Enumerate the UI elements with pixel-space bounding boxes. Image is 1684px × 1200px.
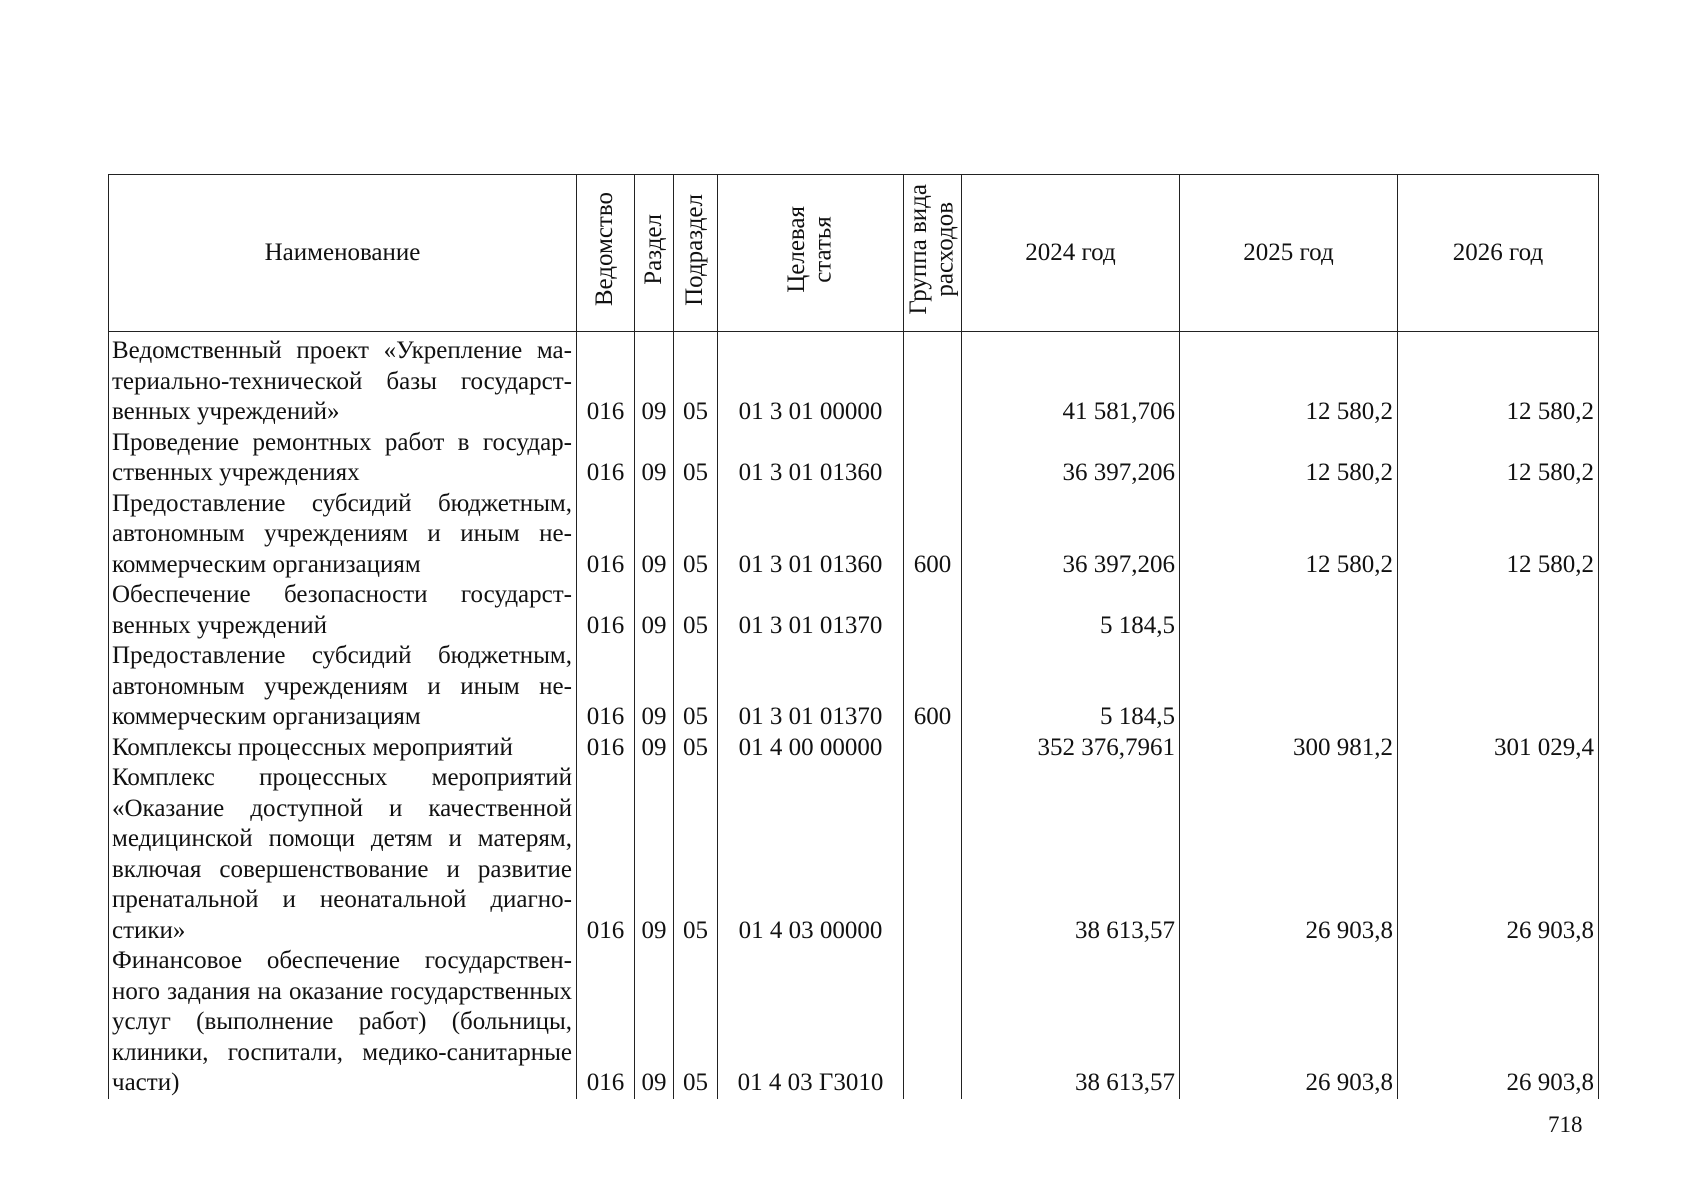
target-article-cell: 01 3 01 01360 [718,489,904,581]
table-row [109,641,1599,733]
amount-2024-cell: 36 397,206 [962,428,1180,489]
expense-group-cell: 600 [904,641,962,733]
table-header [109,175,1599,332]
section-code-cell: 09 [635,763,674,946]
target-article-cell: 01 3 01 01370 [718,641,904,733]
row-name-cell: Обеспечение безопасности государственных учреждений [109,580,577,641]
amount-2024-cell: 5 184,5 [962,580,1180,641]
header-2026: 2026 год [1398,175,1599,332]
header-subsection: Подраздел [674,175,718,332]
table-row [109,946,1599,1099]
row-name-cell: Проведение ремонтных работ в государственных учреждениях [109,428,577,489]
row-name-cell: Финансовое обеспечение государственного задания на оказание государственных услуг (выполнение работ) (больницы, клиники, госпитали, медико-санитарные части) [109,946,577,1099]
amount-2025-cell: 26 903,8 [1180,763,1398,946]
amount-2024-cell: 38 613,57 [962,763,1180,946]
subsection-code-cell: 05 [674,428,718,489]
subsection-code-cell: 05 [674,946,718,1099]
table-row [109,733,1599,764]
amount-2025-cell: 26 903,8 [1180,946,1398,1099]
section-code-cell: 09 [635,641,674,733]
amount-2026-cell: 26 903,8 [1398,946,1599,1099]
table-row [109,428,1599,489]
department-code-cell: 016 [577,489,635,581]
header-expense-group: Группа вида расходов [904,175,962,332]
section-code-cell: 09 [635,489,674,581]
amount-2026-cell: 26 903,8 [1398,763,1599,946]
expense-group-cell [904,580,962,641]
department-code-cell: 016 [577,763,635,946]
department-code-cell: 016 [577,428,635,489]
table-body [109,332,1599,1099]
header-2024: 2024 год [962,175,1180,332]
department-code-cell: 016 [577,641,635,733]
header-target-article: Целевая статья [718,175,904,332]
amount-2024-cell: 41 581,706 [962,332,1180,428]
subsection-code-cell: 05 [674,332,718,428]
department-code-cell: 016 [577,332,635,428]
subsection-code-cell: 05 [674,763,718,946]
amount-2025-cell: 12 580,2 [1180,428,1398,489]
header-2025: 2025 год [1180,175,1398,332]
table-row [109,489,1599,581]
subsection-code-cell: 05 [674,733,718,764]
table-row [109,332,1599,428]
department-code-cell: 016 [577,580,635,641]
amount-2026-cell [1398,641,1599,733]
expense-group-cell [904,428,962,489]
header-name: Наименование [109,175,577,332]
row-name-cell: Предоставление субсидий бюджетным, автономным учреждениям и иным некоммерческим организациям [109,641,577,733]
row-name-cell: Ведомственный проект «Укрепление материально-технической базы государственных учреждений» [109,332,577,428]
amount-2026-cell: 301 029,4 [1398,733,1599,764]
page-number: 718 [1548,1112,1583,1137]
row-name-cell: Предоставление субсидий бюджетным, автономным учреждениям и иным некоммерческим организациям [109,489,577,581]
header-section: Раздел [635,175,674,332]
header-department: Ведомство [577,175,635,332]
header-row [109,175,1599,332]
amount-2026-cell: 12 580,2 [1398,332,1599,428]
expense-group-cell [904,733,962,764]
target-article-cell: 01 4 03 00000 [718,763,904,946]
amount-2024-cell: 5 184,5 [962,641,1180,733]
amount-2026-cell: 12 580,2 [1398,489,1599,581]
row-name-cell: Комплекс процессных мероприятий «Оказание доступной и качественной медицинской помощи детям и матерям, включая совершенствование и развитие пренатальной и неонатальной диагностики» [109,763,577,946]
target-article-cell: 01 3 01 01370 [718,580,904,641]
amount-2024-cell: 36 397,206 [962,489,1180,581]
subsection-code-cell: 05 [674,489,718,581]
expense-group-cell [904,763,962,946]
section-code-cell: 09 [635,946,674,1099]
section-code-cell: 09 [635,580,674,641]
target-article-cell: 01 3 01 01360 [718,428,904,489]
target-article-cell: 01 4 00 00000 [718,733,904,764]
amount-2025-cell [1180,580,1398,641]
amount-2024-cell: 352 376,7961 [962,733,1180,764]
expense-group-cell: 600 [904,489,962,581]
expense-group-cell [904,332,962,428]
department-code-cell: 016 [577,946,635,1099]
subsection-code-cell: 05 [674,641,718,733]
amount-2025-cell: 12 580,2 [1180,332,1398,428]
amount-2025-cell: 300 981,2 [1180,733,1398,764]
department-code-cell: 016 [577,733,635,764]
section-code-cell: 09 [635,733,674,764]
budget-table [108,174,1599,1099]
table-row [109,580,1599,641]
row-name-cell: Комплексы процессных мероприятий [109,733,577,764]
amount-2026-cell: 12 580,2 [1398,428,1599,489]
target-article-cell: 01 4 03 Г3010 [718,946,904,1099]
subsection-code-cell: 05 [674,580,718,641]
section-code-cell: 09 [635,428,674,489]
expense-group-cell [904,946,962,1099]
target-article-cell: 01 3 01 00000 [718,332,904,428]
table-row [109,763,1599,946]
amount-2025-cell [1180,641,1398,733]
amount-2024-cell: 38 613,57 [962,946,1180,1099]
section-code-cell: 09 [635,332,674,428]
amount-2026-cell [1398,580,1599,641]
amount-2025-cell: 12 580,2 [1180,489,1398,581]
